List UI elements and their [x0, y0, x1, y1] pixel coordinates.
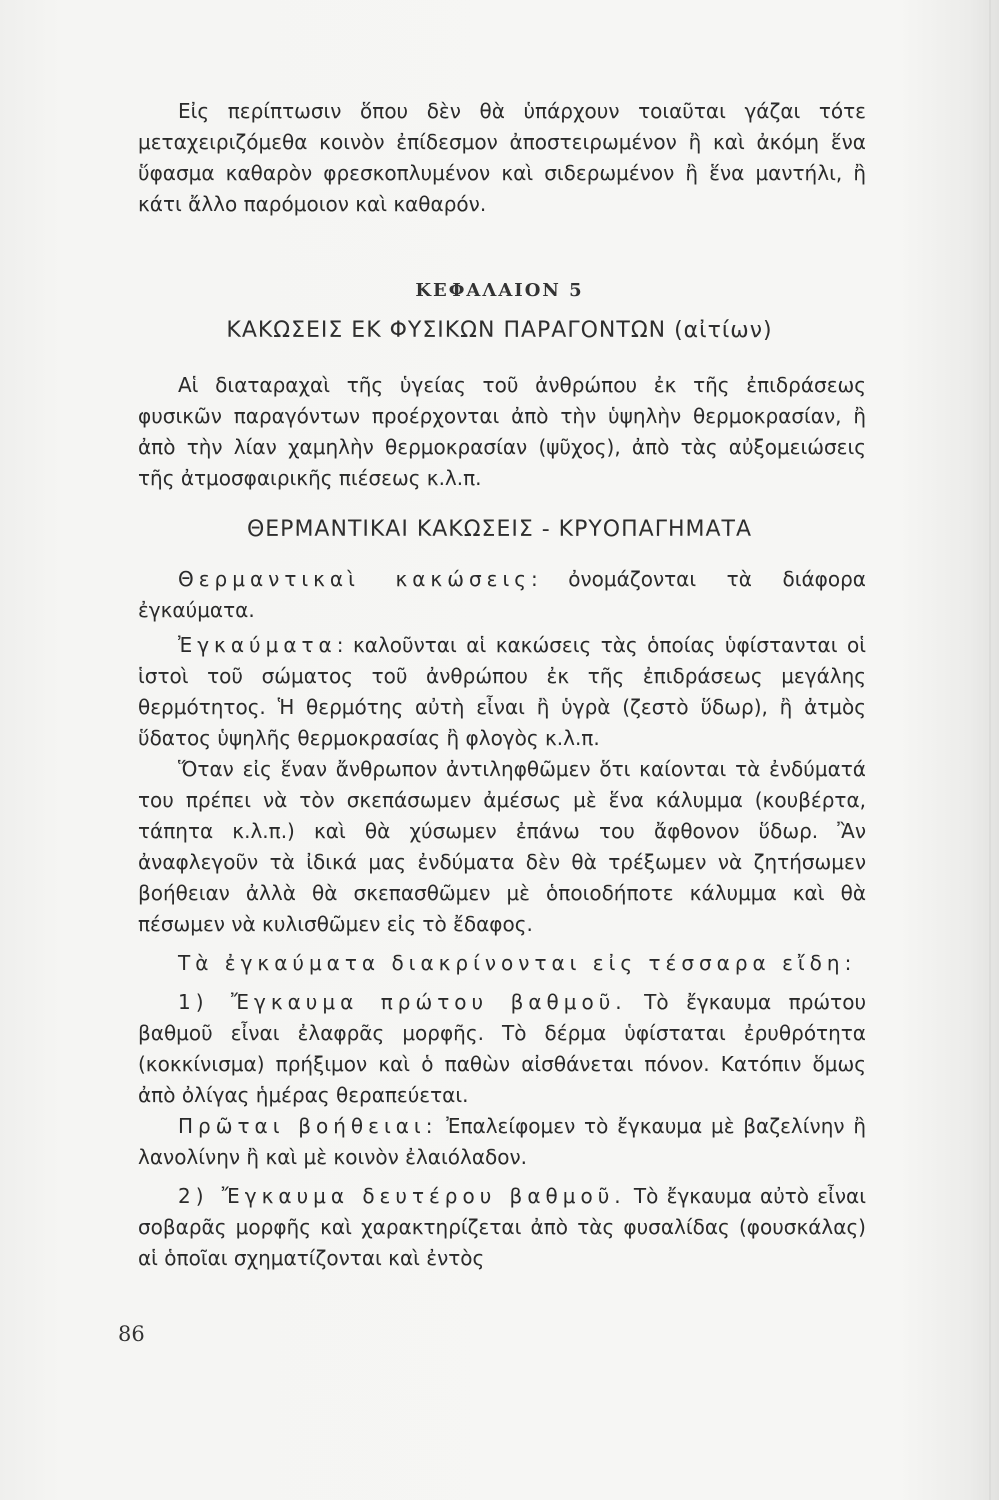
paragraph-burns: [138, 630, 866, 754]
text-burns: : καλοῦνται αἱ κακώσεις τὰς ὁποίας ὑφίστανται οἱ ἱστοὶ τοῦ σώματος τοῦ ἀνθρώπου ἐκ τῆς ἐπιδράσεως μεγάλης θερμότητος. Ἡ θερμότης αὐτὴ εἶναι ἢ ὑγρὰ (ζεστὸ ὕδωρ), ἢ ἀτμὸς ὕδατος ὑψηλῆς θερμοκρασίας ἢ φλογὸς κ.λ.π.: [138, 633, 866, 750]
term-second-degree: 2) Ἔγκαυμα δευτέρου βαθμοῦ.: [178, 1184, 626, 1208]
page-edge-shadow: [989, 0, 991, 1500]
term-first-aid: Πρῶται βοήθειαι:: [178, 1114, 438, 1138]
paragraph-burn-types: Τὰ ἐγκαύματα διακρίνονται εἰς τέσσαρα εἴδη:: [178, 951, 857, 975]
paragraph-first-degree: [138, 987, 866, 1111]
text-second-degree: Τὸ ἔγκαυμα αὐτὸ εἶναι σοβαρᾶς μορφῆς καὶ χαρακτηρίζεται ἀπὸ τὰς φυσαλίδας (φουσκάλας) αἱ ὁποῖαι σχηματίζονται καὶ ἐντὸς: [138, 1184, 867, 1270]
text-thermal-injuries: : ὀνομάζονται τὰ διάφορα ἐγκαύματα.: [138, 567, 866, 622]
page-number: 86: [118, 1322, 145, 1346]
intro-paragraph: Εἰς περίπτωσιν ὅπου δὲν θὰ ὑπάρχουν τοιαῦται γάζαι τότε μεταχειριζόμεθα κοινὸν ἐπίδεσμον ἀποστειρωμένον ἢ καὶ ἀκόμη ἕνα ὕφασμα καθαρὸν φρεσκοπλυμένον καὶ σιδερωμένον ἢ ἕνα μαντήλι, ἢ κάτι ἄλλο παρόμοιον καὶ καθαρόν.: [138, 99, 866, 216]
term-first-degree: 1) Ἔγκαυμα πρώτου βαθμοῦ.: [178, 990, 627, 1014]
term-burns: Ἐγκαύματα: [178, 633, 337, 657]
chapter-label: ΚΕΦΑΛΑΙΟΝ 5: [415, 280, 584, 301]
chapter-intro-block: [138, 370, 866, 494]
paragraph-second-degree: [138, 1181, 866, 1274]
paragraph-first-aid: [138, 1111, 866, 1173]
section-title: ΘΕΡΜΑΝΤΙΚΑΙ ΚΑΚΩΣΕΙΣ - ΚΡΥΟΠΑΓΗΜΑΤΑ: [246, 517, 753, 542]
section-body: [138, 564, 866, 1274]
paragraph-clothes-fire: Ὅταν εἰς ἕναν ἄνθρωπον ἀντιληφθῶμεν ὅτι καίονται τὰ ἐνδύματά του πρέπει νὰ τὸν σκεπάσωμεν ἀμέσως μὲ ἕνα κάλυμμα (κουβέρτα, τάπητα κ.λ.π.) καὶ θὰ χύσωμεν ἐπάνω του ἄφθονον ὕδωρ. Ἂν ἀναφλεγοῦν τὰ ἰδικά μας ἐνδύματα δὲν θὰ τρέξωμεν νὰ ζητήσωμεν βοήθειαν ἀλλὰ θὰ σκεπασθῶμεν μὲ ὁποιοδήποτε κάλυμμα καὶ θὰ πέσωμεν νὰ κυλισθῶμεν εἰς τὸ ἔδαφος.: [138, 757, 866, 936]
text-first-aid: Ἐπαλείφομεν τὸ ἔγκαυμα μὲ βαζελίνην ἢ λανολίνην ἢ καὶ μὲ κοινὸν ἐλαιόλαδον.: [138, 1114, 867, 1169]
intro-block: [138, 96, 866, 220]
paragraph-thermal-injuries: [138, 564, 866, 626]
chapter-intro-paragraph: Αἱ διαταραχαὶ τῆς ὑγείας τοῦ ἀνθρώπου ἐκ τῆς ἐπιδράσεως φυσικῶν παραγόντων προέρχονται ἀπὸ τὴν ὑψηλὴν θερμοκρασίαν, ἢ ἀπὸ τὴν λίαν χαμηλὴν θερμοκρασίαν (ψῦχος), ἀπὸ τὰς αὐξομειώσεις τῆς ἀτμοσφαιρικῆς πιέσεως κ.λ.π.: [138, 373, 866, 490]
text-first-degree: Τὸ ἔγκαυμα πρώτου βαθμοῦ εἶναι ἐλαφρᾶς μορφῆς. Τὸ δέρμα ὑφίσταται ἐρυθρότητα (κοκκίνισμα) πρήξιμον καὶ ὁ παθὼν αἰσθάνεται πόνον. Κατόπιν ὅμως ἀπὸ ὀλίγας ἡμέρας θεραπεύεται.: [138, 990, 867, 1107]
chapter-title: ΚΑΚΩΣΕΙΣ ΕΚ ΦΥΣΙΚΩΝ ΠΑΡΑΓΟΝΤΩΝ (αἰτίων): [226, 318, 773, 343]
term-thermal-injuries: Θερμαντικαὶ κακώσεις: [178, 567, 531, 591]
